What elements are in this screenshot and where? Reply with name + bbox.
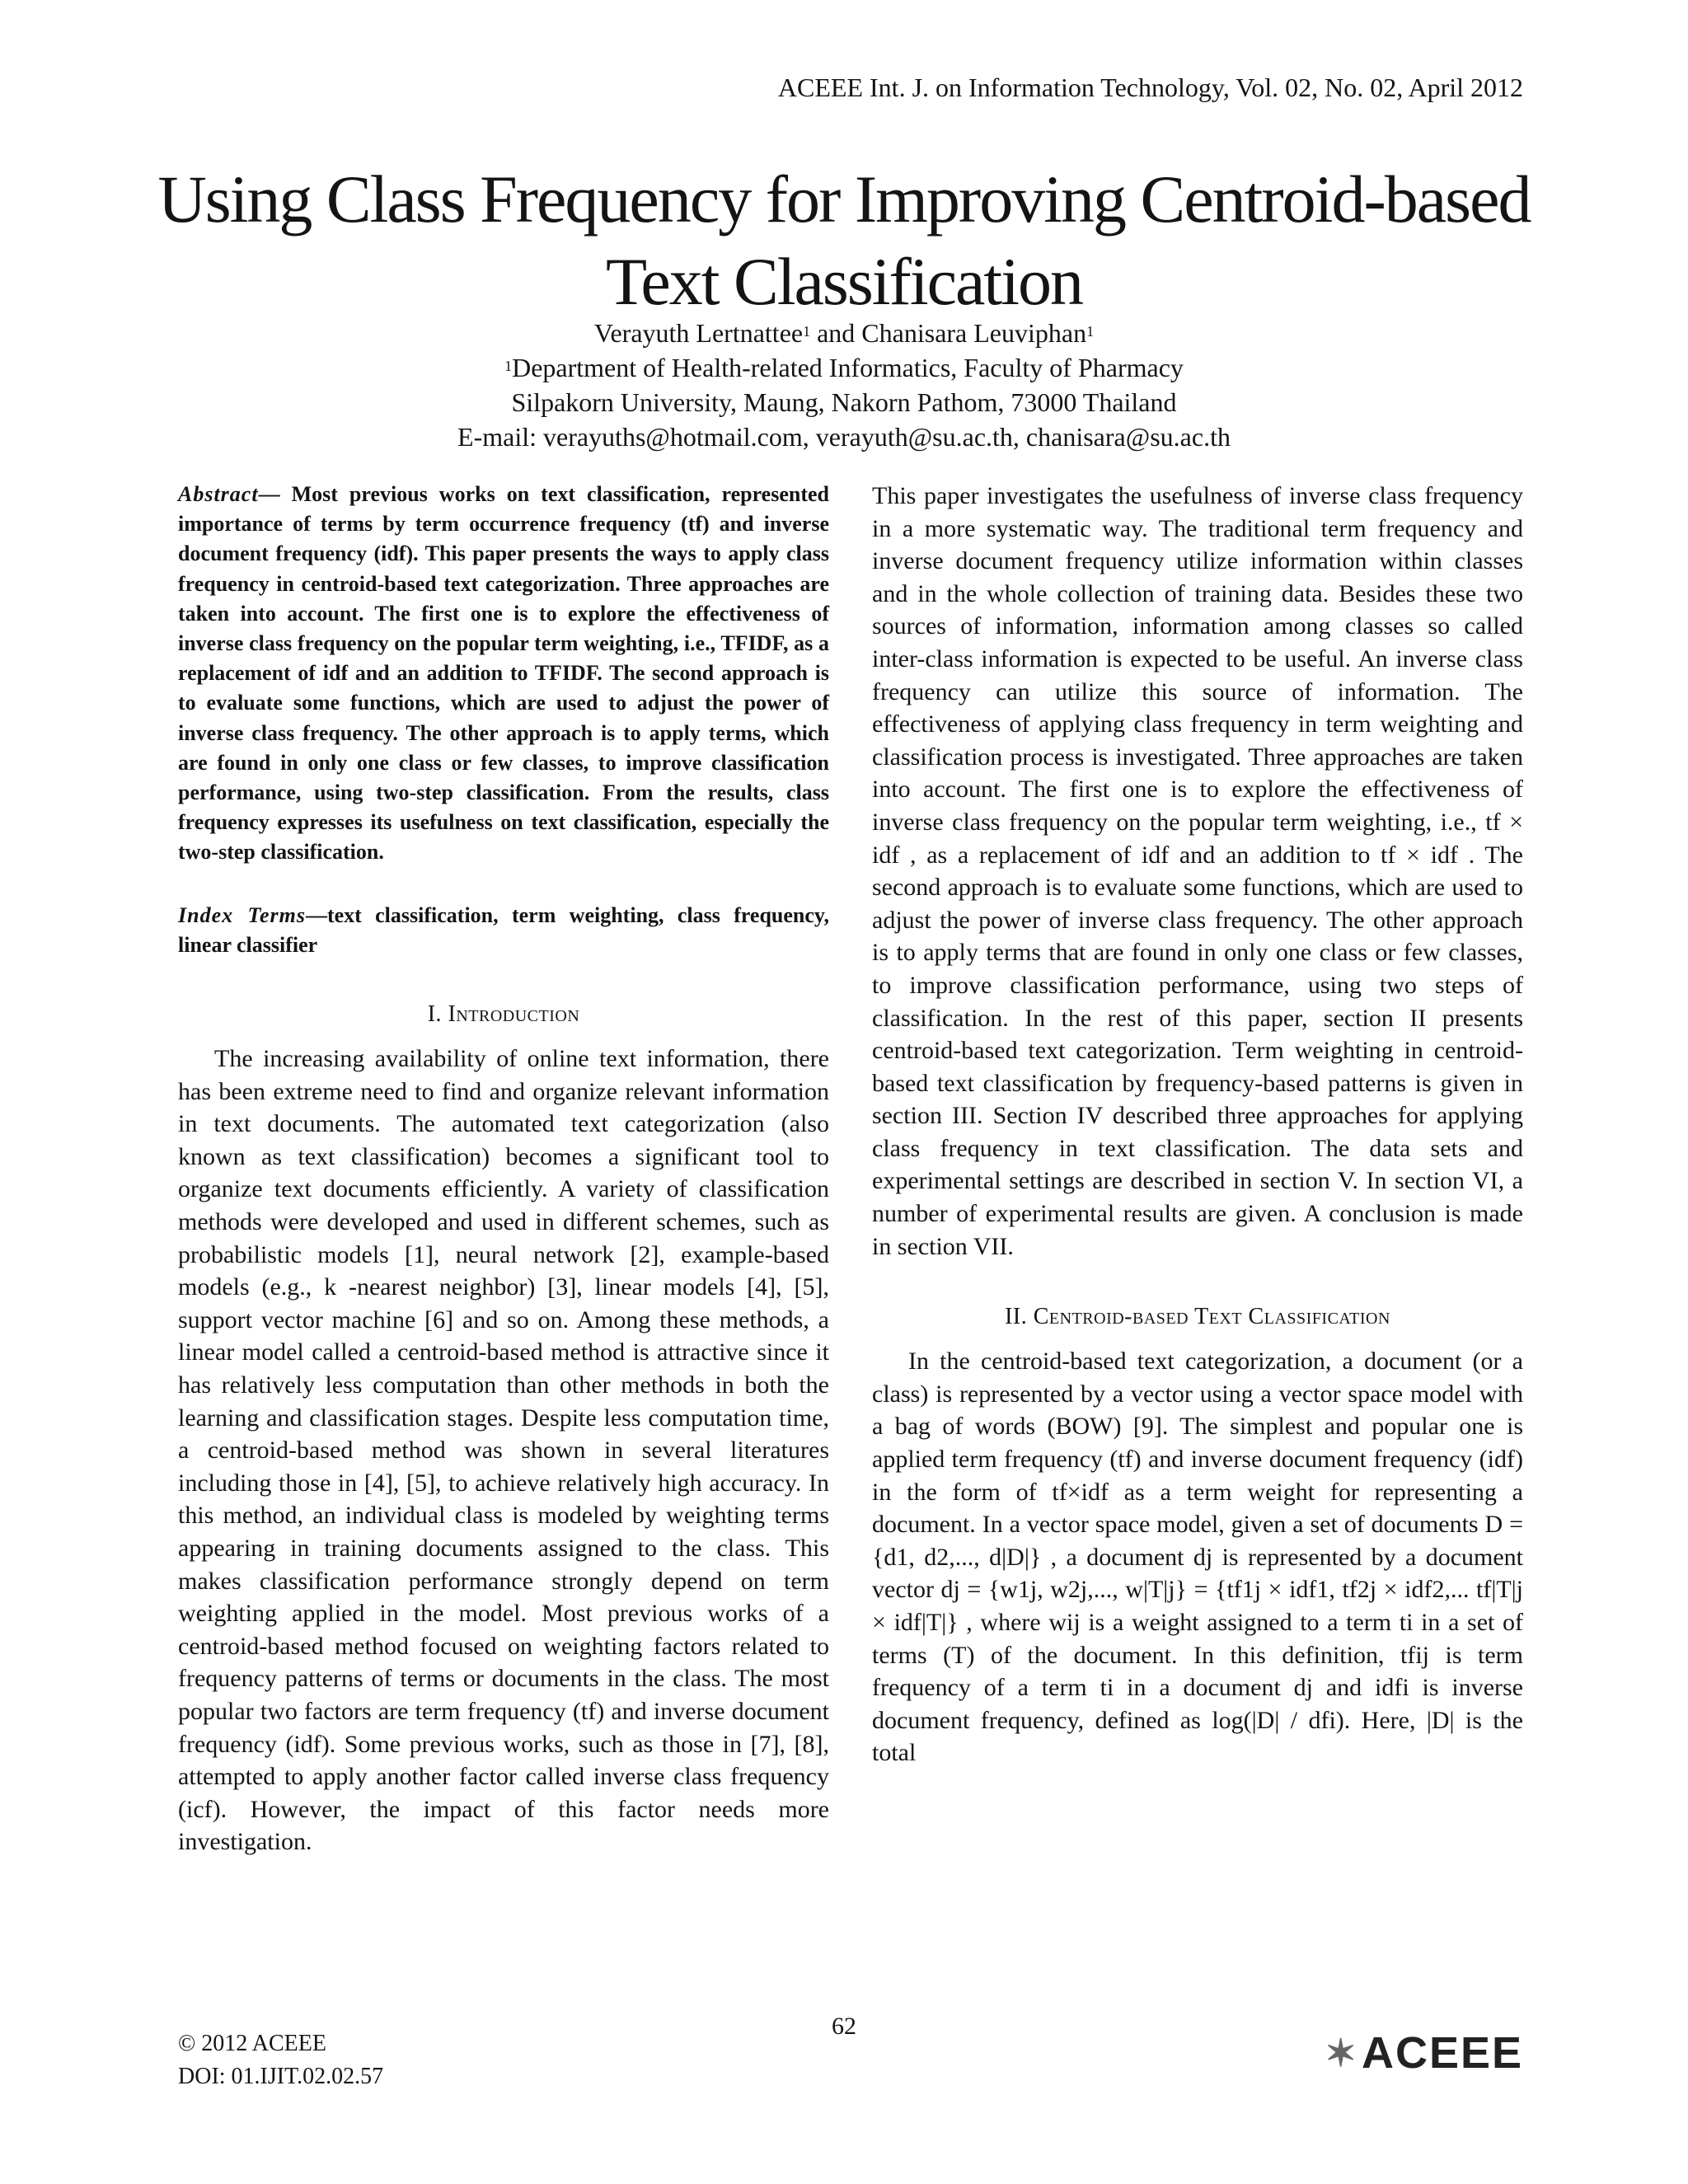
doi: DOI: 01.IJIT.02.02.57 (178, 2064, 384, 2089)
affiliation-mark: 1 (803, 323, 811, 340)
section-heading-centroid: II. Centroid-based Text Classification (1005, 1304, 1390, 1330)
index-terms (178, 901, 829, 960)
email-line: E-mail: verayuths@hotmail.com, verayuth@su.ac.th, chanisara@su.ac.th (457, 422, 1231, 452)
centroid-paragraph: In the centroid-based text categorization, a document (or a class) is represented by a vector using a vector space model with a bag of words (BOW) [9]. The simplest and popular one is applied term frequency (tf) and inverse document frequency (idf) in the form of tf×idf as a term weight for representing a document. In a vector space model, given a set of documents D = {d1, d2,..., d|D|} , a document dj is represented by a document vector dj = {w1j, w2j,..., w|T|j} = {tf1j × idf1, tf2j × idf2,... tf|T|j × idf|T|} , where wij is a weight assigned to a term ti in a set of terms (T) of the document. In this definition, tfij is term frequency of a term ti in a document dj and idfi is inverse document frequency, defined as log(|D| / dfi). Here, |D| is the total (872, 1347, 1523, 1767)
left-column (178, 480, 829, 1858)
abstract-text: — Most previous works on text classification, represented importance of terms by term occurrence frequency (tf) and inverse document frequency (idf). This paper presents the ways to apply class frequency in centroid-based text categorization. Three approaches are taken into account. The first one is to explore the effectiveness of inverse class frequency on the popular term weighting, i.e., TFIDF, as a replacement of idf and an addition to TFIDF. The second approach is to evaluate some functions, which are used to adjust the power of inverse class frequency. The other approach is to apply terms, which are found in only one class or few classes, to improve classification performance, using two-step classification. From the results, class frequency expresses its usefulness on text classification, especially the two-step classification. (178, 482, 829, 865)
section-heading-introduction: I. Introduction (427, 1001, 580, 1028)
author-names (0, 316, 1688, 350)
author-conjunction: and (817, 318, 856, 348)
title-line-2: Text Classification (606, 244, 1082, 319)
abstract (178, 480, 829, 868)
title-line-1: Using Class Frequency for Improving Centroid-based (157, 162, 1531, 237)
author-block (0, 316, 1688, 454)
paper-title (0, 158, 1688, 323)
index-terms-text: —text classification, term weighting, class frequency, linear classifier (178, 902, 829, 957)
affiliation-mark: 1 (504, 358, 513, 374)
journal-header: ACEEE Int. J. on Information Technology, Vol. 02, No. 02, April 2012 (777, 73, 1523, 102)
motivation-paragraph: This paper investigates the usefulness of inverse class frequency in a more systematic way. The traditional term frequency and inverse document frequency utilize information within classes and in the whole collection of training data. Besides these two sources of information, information among classes so called inter-class information is expected to be useful. An inverse class frequency can utilize this source of information. The effectiveness of applying class frequency in term weighting and classification process is investigated. Three approaches are taken into account. The first one is to explore the effectiveness of inverse class frequency on the popular term weighting, i.e., tf × idf , as a replacement of idf and an addition to tf × idf . The second approach is to evaluate some functions, which are used to adjust the power of inverse class frequency. The other approach is to apply terms that are found in only one class or few classes, to improve classification performance, using two steps of classification. In the rest of this paper, section II presents centroid-based text categorization. Term weighting in centroid-based text classification by frequency-based patterns is given in section III. Section IV described three approaches for applying class frequency in text classification. The data sets and experimental settings are described in section V. In section VI, a number of experimental results are given. A conclusion is made in section VII. (872, 482, 1523, 1260)
affiliation: $^1$Department of Health-related Informatics, Faculty of Pharmacy (504, 353, 1184, 382)
right-column (872, 480, 1523, 1769)
logo-text: ACEEE (1361, 2028, 1523, 2078)
introduction-paragraph: The increasing availability of online text information, there has been extreme need to find and organize relevant information in text documents. The automated text categorization (also known as text classification) becomes a significant tool to organize text documents efficiently. A variety of classification methods were developed and used in different schemes, such as probabilistic models [1], neural network [2], example-based models (e.g., k -nearest neighbor) [3], linear models [4], [5], support vector machine [6] and so on. Among these methods, a linear model called a centroid-based method is attractive since it has relatively less computation than other methods in both the learning and classification stages. Despite less computation time, a centroid-based method was shown in several literatures including those in [4], [5], to achieve relatively high accuracy. In this method, an individual class is modeled by weighting terms appearing in training documents assigned to the class. This makes classification performance strongly depend on term weighting applied in the model. Most previous works of a centroid-based method focused on weighting factors related to frequency patterns of terms or documents in the class. The most popular two factors are term frequency (tf) and inverse document frequency (idf). Some previous works, such as those in [7], [8], attempted to apply another factor called inverse class frequency (icf). However, the impact of this factor needs more investigation. (178, 1045, 829, 1856)
page-number: 62 (832, 2013, 856, 2040)
affiliation-mark: 1 (1086, 323, 1095, 340)
abstract-label: Abstract (178, 482, 259, 506)
address: Silpakorn University, Maung, Nakorn Pathom, 73000 Thailand (511, 387, 1177, 417)
copyright: © 2012 ACEEE (178, 2031, 326, 2056)
author-1: Verayuth Lertnattee (593, 318, 804, 348)
star-icon: ✶ (1325, 2032, 1358, 2074)
index-terms-label: Index Terms (178, 902, 306, 927)
author-2: Chanisara Leuviphan (861, 318, 1087, 348)
publisher-logo (1325, 2027, 1523, 2079)
